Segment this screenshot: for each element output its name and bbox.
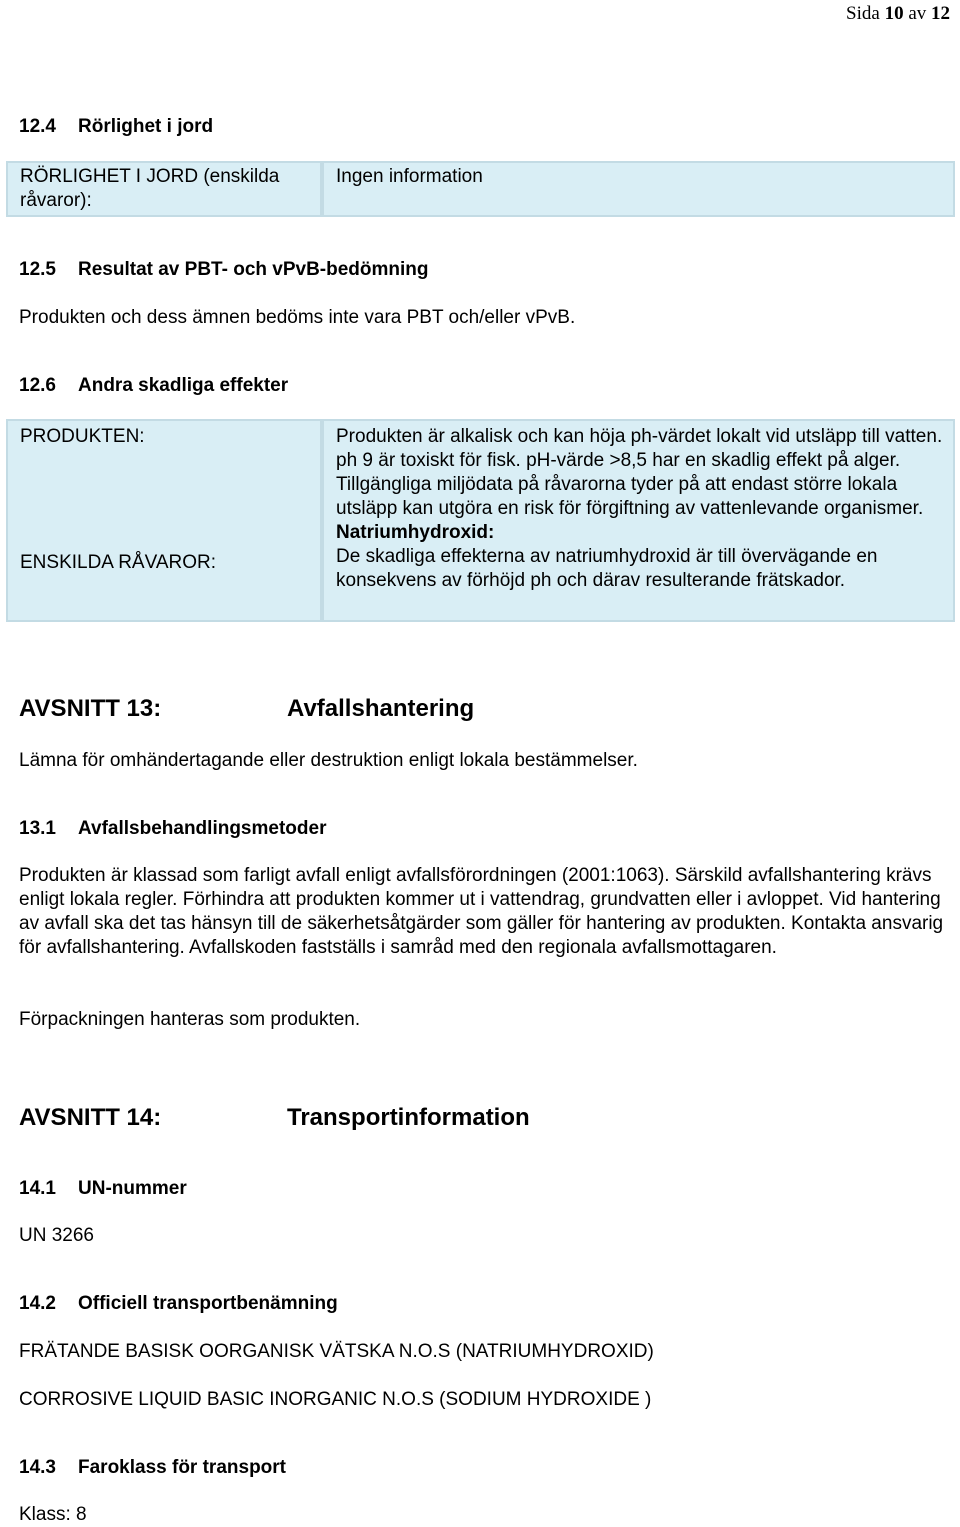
page-current: 10 xyxy=(884,3,904,24)
heading-number: 12.6 xyxy=(19,375,56,396)
heading-number: 14.3 xyxy=(19,1457,56,1478)
page-prefix: Sida xyxy=(846,3,880,24)
page-total: 12 xyxy=(931,3,950,24)
un-number: UN 3266 xyxy=(19,1225,94,1246)
page-number xyxy=(846,2,950,26)
heading-12-6 xyxy=(19,374,288,398)
heading-title: Andra skadliga effekter xyxy=(78,375,289,396)
heading-14-3 xyxy=(19,1456,286,1480)
mobility-label: RÖRLIGHET I JORD (enskilda råvaror): xyxy=(20,166,280,211)
heading-14-1 xyxy=(19,1177,187,1201)
heading-14-2 xyxy=(19,1292,338,1316)
shipping-name-en: CORROSIVE LIQUID BASIC INORGANIC N.O.S (SODIUM HYDROXIDE ) xyxy=(19,1389,652,1410)
product-effects-text: Produkten är alkalisk och kan höja ph-värdet lokalt vid utsläpp till vatten. ph 9 är toxiskt för fisk. pH-värde >8,5 har en skadlig effekt på alger. Tillgängliga miljödata på råvarorna tyder på att endast större lokala utsläpp kan utgöra en risk för förgiftning av vattenlevande organismer. xyxy=(336,426,943,519)
heading-number: 12.4 xyxy=(19,116,56,137)
label-raw-materials: ENSKILDA RÅVAROR: xyxy=(20,552,217,573)
heading-title: Resultat av PBT- och vPvB-bedömning xyxy=(78,259,429,280)
mobility-value: Ingen information xyxy=(336,166,483,187)
section-title: Transportinformation xyxy=(287,1104,530,1131)
section-13-heading xyxy=(19,694,474,724)
page-sep: av xyxy=(908,3,927,24)
heading-title: Rörlighet i jord xyxy=(78,116,214,137)
heading-number: 14.2 xyxy=(19,1293,56,1314)
disposal-methods-text: Produkten är klassad som farligt avfall enligt avfallsförordningen (2001:1063). Särskild avfallshantering krävs enligt lokala regler. Förhindra att produkten kommer ut i vattendrag, grundvatten eller i avloppet. Vid hantering av avfall ska det tas hänsyn till de säkerhetsåtgärder som gäller för hantering av produkten. Kontakta ansvarig för avfallshantering. Avfallskoden fastställs i samråd med den regionala avfallsmottagaren. xyxy=(19,865,944,958)
mobility-table xyxy=(6,161,955,217)
hazard-class: Klass: 8 xyxy=(19,1504,87,1525)
heading-13-1 xyxy=(19,817,326,841)
heading-number: 12.5 xyxy=(19,259,56,280)
packaging-text: Förpackningen hanteras som produkten. xyxy=(19,1009,361,1030)
heading-title: Avfallsbehandlingsmetoder xyxy=(78,818,327,839)
shipping-name-sv: FRÄTANDE BASISK OORGANISK VÄTSKA N.O.S (NATRIUMHYDROXID) xyxy=(19,1341,654,1362)
pbt-text: Produkten och dess ämnen bedöms inte vara PBT och/eller vPvB. xyxy=(19,307,576,328)
section-number: AVSNITT 14: xyxy=(19,1104,162,1131)
heading-12-4 xyxy=(19,115,213,139)
heading-title: UN-nummer xyxy=(78,1178,187,1199)
disposal-intro: Lämna för omhändertagande eller destruktion enligt lokala bestämmelser. xyxy=(19,750,638,771)
label-product: PRODUKTEN: xyxy=(20,426,145,447)
effects-label-cell xyxy=(6,419,322,622)
effects-table xyxy=(6,419,955,622)
substance-name: Natriumhydroxid: xyxy=(336,522,495,543)
substance-effects-text: De skadliga effekterna av natriumhydroxid är till övervägande en konsekvens av förhöjd ph och därav resulterande frätskador. xyxy=(336,546,878,591)
heading-12-5 xyxy=(19,258,429,282)
mobility-value-cell xyxy=(322,161,955,217)
section-title: Avfallshantering xyxy=(287,695,475,722)
heading-number: 13.1 xyxy=(19,818,56,839)
effects-value-cell xyxy=(322,419,955,622)
heading-title: Faroklass för transport xyxy=(78,1457,286,1478)
section-14-heading xyxy=(19,1103,530,1133)
mobility-label-cell xyxy=(6,161,322,217)
section-number: AVSNITT 13: xyxy=(19,695,162,722)
heading-number: 14.1 xyxy=(19,1178,56,1199)
heading-title: Officiell transportbenämning xyxy=(78,1293,338,1314)
